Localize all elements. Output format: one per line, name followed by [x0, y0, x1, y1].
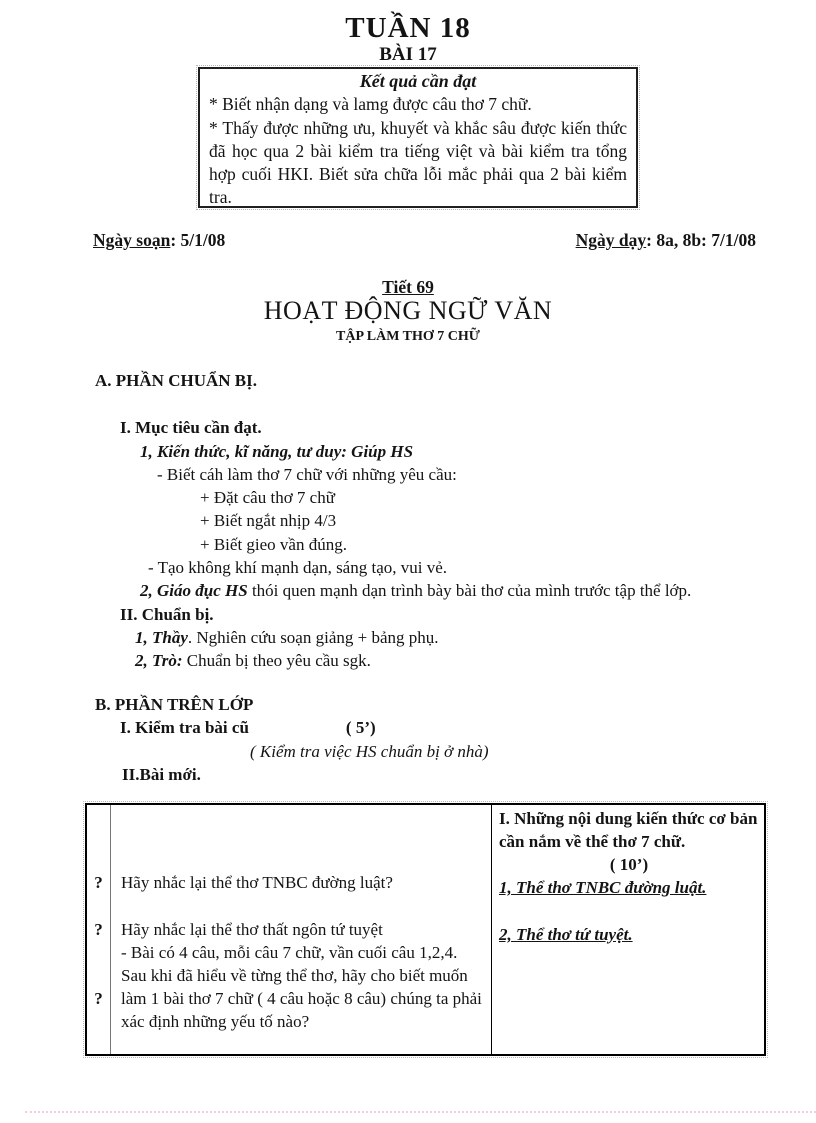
- student-prep-label: 2, Trò:: [135, 651, 183, 671]
- section-b: [0, 693, 786, 786]
- date-taught-label: Ngày dạy: [575, 230, 647, 250]
- date-prepared: [93, 230, 225, 251]
- question-mark-3: ?: [94, 989, 103, 1008]
- bullet-make-poem: - Biết cáh làm thơ 7 chữ với những yêu cầu:: [157, 464, 457, 484]
- question-mark-2: ?: [94, 920, 103, 939]
- period-label: Tiết 69: [382, 277, 434, 297]
- prep-title: II. Chuẩn bị.: [120, 604, 214, 624]
- teacher-prep-label: 1, Thầy: [135, 627, 188, 647]
- student-prep-text: Chuẩn bị theo yêu cầu sgk.: [182, 651, 371, 671]
- check-old-lesson-time: ( 5’): [345, 718, 376, 738]
- plus-item-3: + Biết gieo vần đúng.: [200, 534, 347, 554]
- date-prepared-value: : 5/1/08: [170, 230, 226, 250]
- teacher-prep: [0, 626, 786, 649]
- dates-row: [93, 230, 756, 251]
- section-a-title: A. PHẦN CHUẨN BỊ.: [95, 371, 257, 390]
- plus-item-1: + Đặt câu thơ 7 chữ: [200, 488, 335, 508]
- activity-table: [85, 803, 766, 1056]
- section-a: [0, 369, 786, 673]
- results-box-line1: * Biết nhận dạng và lamg được câu thơ 7 chữ.: [209, 94, 532, 115]
- education-item-text: thói quen mạnh dạn trình bày bài thơ của mình trước tập thể lớp.: [247, 581, 692, 601]
- date-taught-value: : 8a, 8b: 7/1/08: [646, 230, 756, 250]
- new-lesson-title: II.Bài mới.: [122, 764, 201, 784]
- results-box-title: Kết quả cần đạt: [359, 71, 477, 91]
- check-old-lesson-label: I. Kiểm tra bài cũ: [120, 718, 249, 738]
- date-taught: [576, 230, 756, 251]
- content-header: I. Những nội dung kiến thức cơ bản cần nắm về thể thơ 7 chữ.: [499, 809, 758, 851]
- question-2: Hãy nhắc lại thể thơ thất ngôn tứ tuyệt: [121, 920, 383, 939]
- knowledge-item: 1, Kiến thức, kĩ năng, tư duy: Giúp HS: [140, 441, 414, 461]
- question-3: Sau khi đã hiểu về từng thể thơ, hãy cho biết muốn làm 1 bài thơ 7 chữ ( 4 câu hoặc 8 câu) chúng ta phải xác định những yếu tố nào?: [121, 966, 482, 1031]
- bullet-atmosphere: - Tạo không khí mạnh dạn, sáng tạo, vui vẻ.: [148, 558, 448, 578]
- content-heading-1: 1, Thể thơ TNBC đường luật.: [499, 878, 707, 897]
- lesson-number-title: BÀI 17: [379, 44, 437, 65]
- question-mark-column: [87, 805, 111, 1054]
- lesson-subtitle: TẬP LÀM THƠ 7 CHỮ: [336, 329, 480, 344]
- education-item: [0, 579, 786, 602]
- plus-item-2: + Biết ngắt nhịp 4/3: [200, 511, 337, 531]
- check-note: ( Kiểm tra việc HS chuẩn bị ở nhà): [250, 741, 489, 761]
- student-prep: [0, 649, 786, 672]
- content-column: [492, 805, 764, 1054]
- content-time: ( 10’): [609, 855, 649, 874]
- content-heading-2: 2, Thể thơ tứ tuyệt.: [499, 925, 633, 944]
- results-box-line2: * Thấy được những ưu, khuyết và khắc sâu được kiến thức đã học qua 2 bài kiểm tra tiếng việt và bài kiểm tra tổng hợp cuối HKI. Biết sửa chữa lỗi mắc phải qua 2 bài kiểm tra.: [209, 117, 627, 208]
- question-2-detail: - Bài có 4 câu, mỗi câu 7 chữ, vần cuối câu 1,2,4.: [121, 943, 458, 962]
- questions-column: [111, 805, 492, 1054]
- question-1: Hãy nhắc lại thể thơ TNBC đường luật?: [121, 873, 393, 892]
- week-title: TUẦN 18: [345, 12, 471, 44]
- teacher-prep-text: . Nghiên cứu soạn giảng + bảng phụ.: [187, 627, 439, 647]
- goal-title: I. Mục tiêu cần đạt.: [120, 418, 262, 438]
- period-heading: [0, 277, 816, 298]
- education-item-label: 2, Giáo đục HS: [140, 581, 248, 601]
- question-mark-1: ?: [94, 873, 103, 892]
- lesson-main-title: HOẠT ĐỘNG NGỮ VĂN: [263, 296, 553, 325]
- required-results-box: [198, 67, 638, 208]
- section-b-title: B. PHẦN TRÊN LỚP: [95, 695, 254, 714]
- check-old-lesson: [0, 716, 786, 739]
- page-footer-divider: [25, 1111, 816, 1113]
- date-prepared-label: Ngày soạn: [93, 230, 171, 250]
